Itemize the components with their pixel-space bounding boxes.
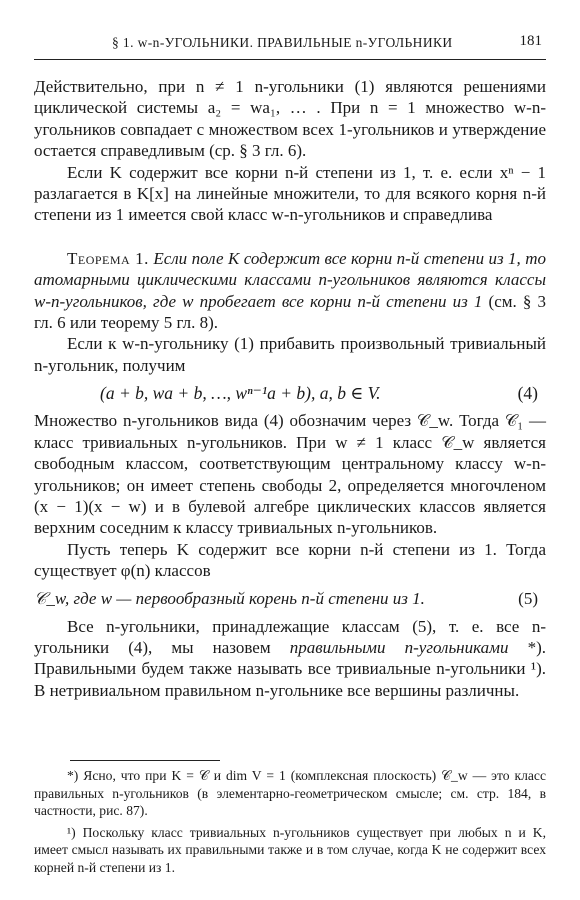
footnote-divider [70,760,220,761]
footnote: *) Ясно, что при K = 𝒞 и dim V = 1 (комплексная плоскость) 𝒞_w — это класс правильных n-угольников (в элементарно-геометрическом смысле; см. стр. 184, в частности, рис. 87). [34,768,546,819]
theorem-label: Теорема 1. [67,248,149,268]
formula-4 [34,376,546,410]
footnote: ¹) Поскольку класс тривиальных n-угольников существует при любых n и K, имеет смысл называть их правильными также и в том случае, когда K не содержит всех корней n-й степени из 1. [34,824,546,875]
page-header [34,33,546,60]
paragraph: Если к w-n-угольнику (1) прибавить произвольный тривиальный n-угольник, получим [34,334,546,375]
paragraph: Если K содержит все корни n-й степени из 1, т. е. если xⁿ − 1 разлагается в K[x] на линейные множители, то для всякого корня n-й степени из 1 имеется свой класс w-n-угольников и справедлива [34,162,546,225]
paragraph [34,616,546,702]
formula-expression: 𝒞_w, где w — первообразный корень n-й степени из 1. [34,588,425,608]
theorem-text: Если поле K содержит все корни n-й степени из 1, то атомарными циклическими классами n-угольников являются классы w-n-угольников, где w пробегает все корни n-й степени из 1 [34,248,546,311]
footnotes [34,760,546,877]
emphasized-term: правильными n-угольниками [289,637,509,657]
running-head: § 1. w-n-УГОЛЬНИКИ. ПРАВИЛЬНЫЕ n-УГОЛЬНИКИ [112,35,453,50]
main-text [34,76,546,701]
paragraph: Пусть теперь K содержит все корни n-й степени из 1. Тогда существует φ(n) классов [34,539,546,581]
text-run: *). Правильными будем также называть все тривиальные n-угольники ¹). В нетривиальном правильном n-угольнике все вершины различны. [34,637,546,700]
page-number: 181 [519,33,542,49]
formula-number: (4) [517,383,538,404]
theorem-reference: (см. § 3 гл. 6 или теорему 5 гл. 8). [34,291,547,333]
formula-number: (5) [518,588,538,608]
paragraph: Множество n-угольников вида (4) обозначим через 𝒞_w. Тогда 𝒞₁ — класс тривиальных n-угольников. При w ≠ 1 класс 𝒞_w является свободным классом, соответствующим центральному классу w-n-угольников; он имеет степень свободы 2, определяется многочленом (x − 1)(x − w) и в булевой алгебре циклических классов является верхним соседним к классу тривиальных n-угольников. [34,411,546,538]
formula-expression: (a + b, wa + b, …, wⁿ⁻¹a + b), a, b ∈ V. [100,383,381,404]
paragraph: Действительно, при n ≠ 1 n-угольники (1) являются решениями циклической системы a₂ = wa₁, … . При n = 1 множество w-n-угольников совпадает с множеством всех 1-угольников и утверждение остается справедливым (ср. § 3 гл. 6). [34,77,546,161]
theorem-statement [34,248,546,334]
text-run: Все n-угольники, принадлежащие классам (5), т. е. все n-угольники (4), мы назовем [34,616,546,657]
formula-5 [34,582,546,616]
